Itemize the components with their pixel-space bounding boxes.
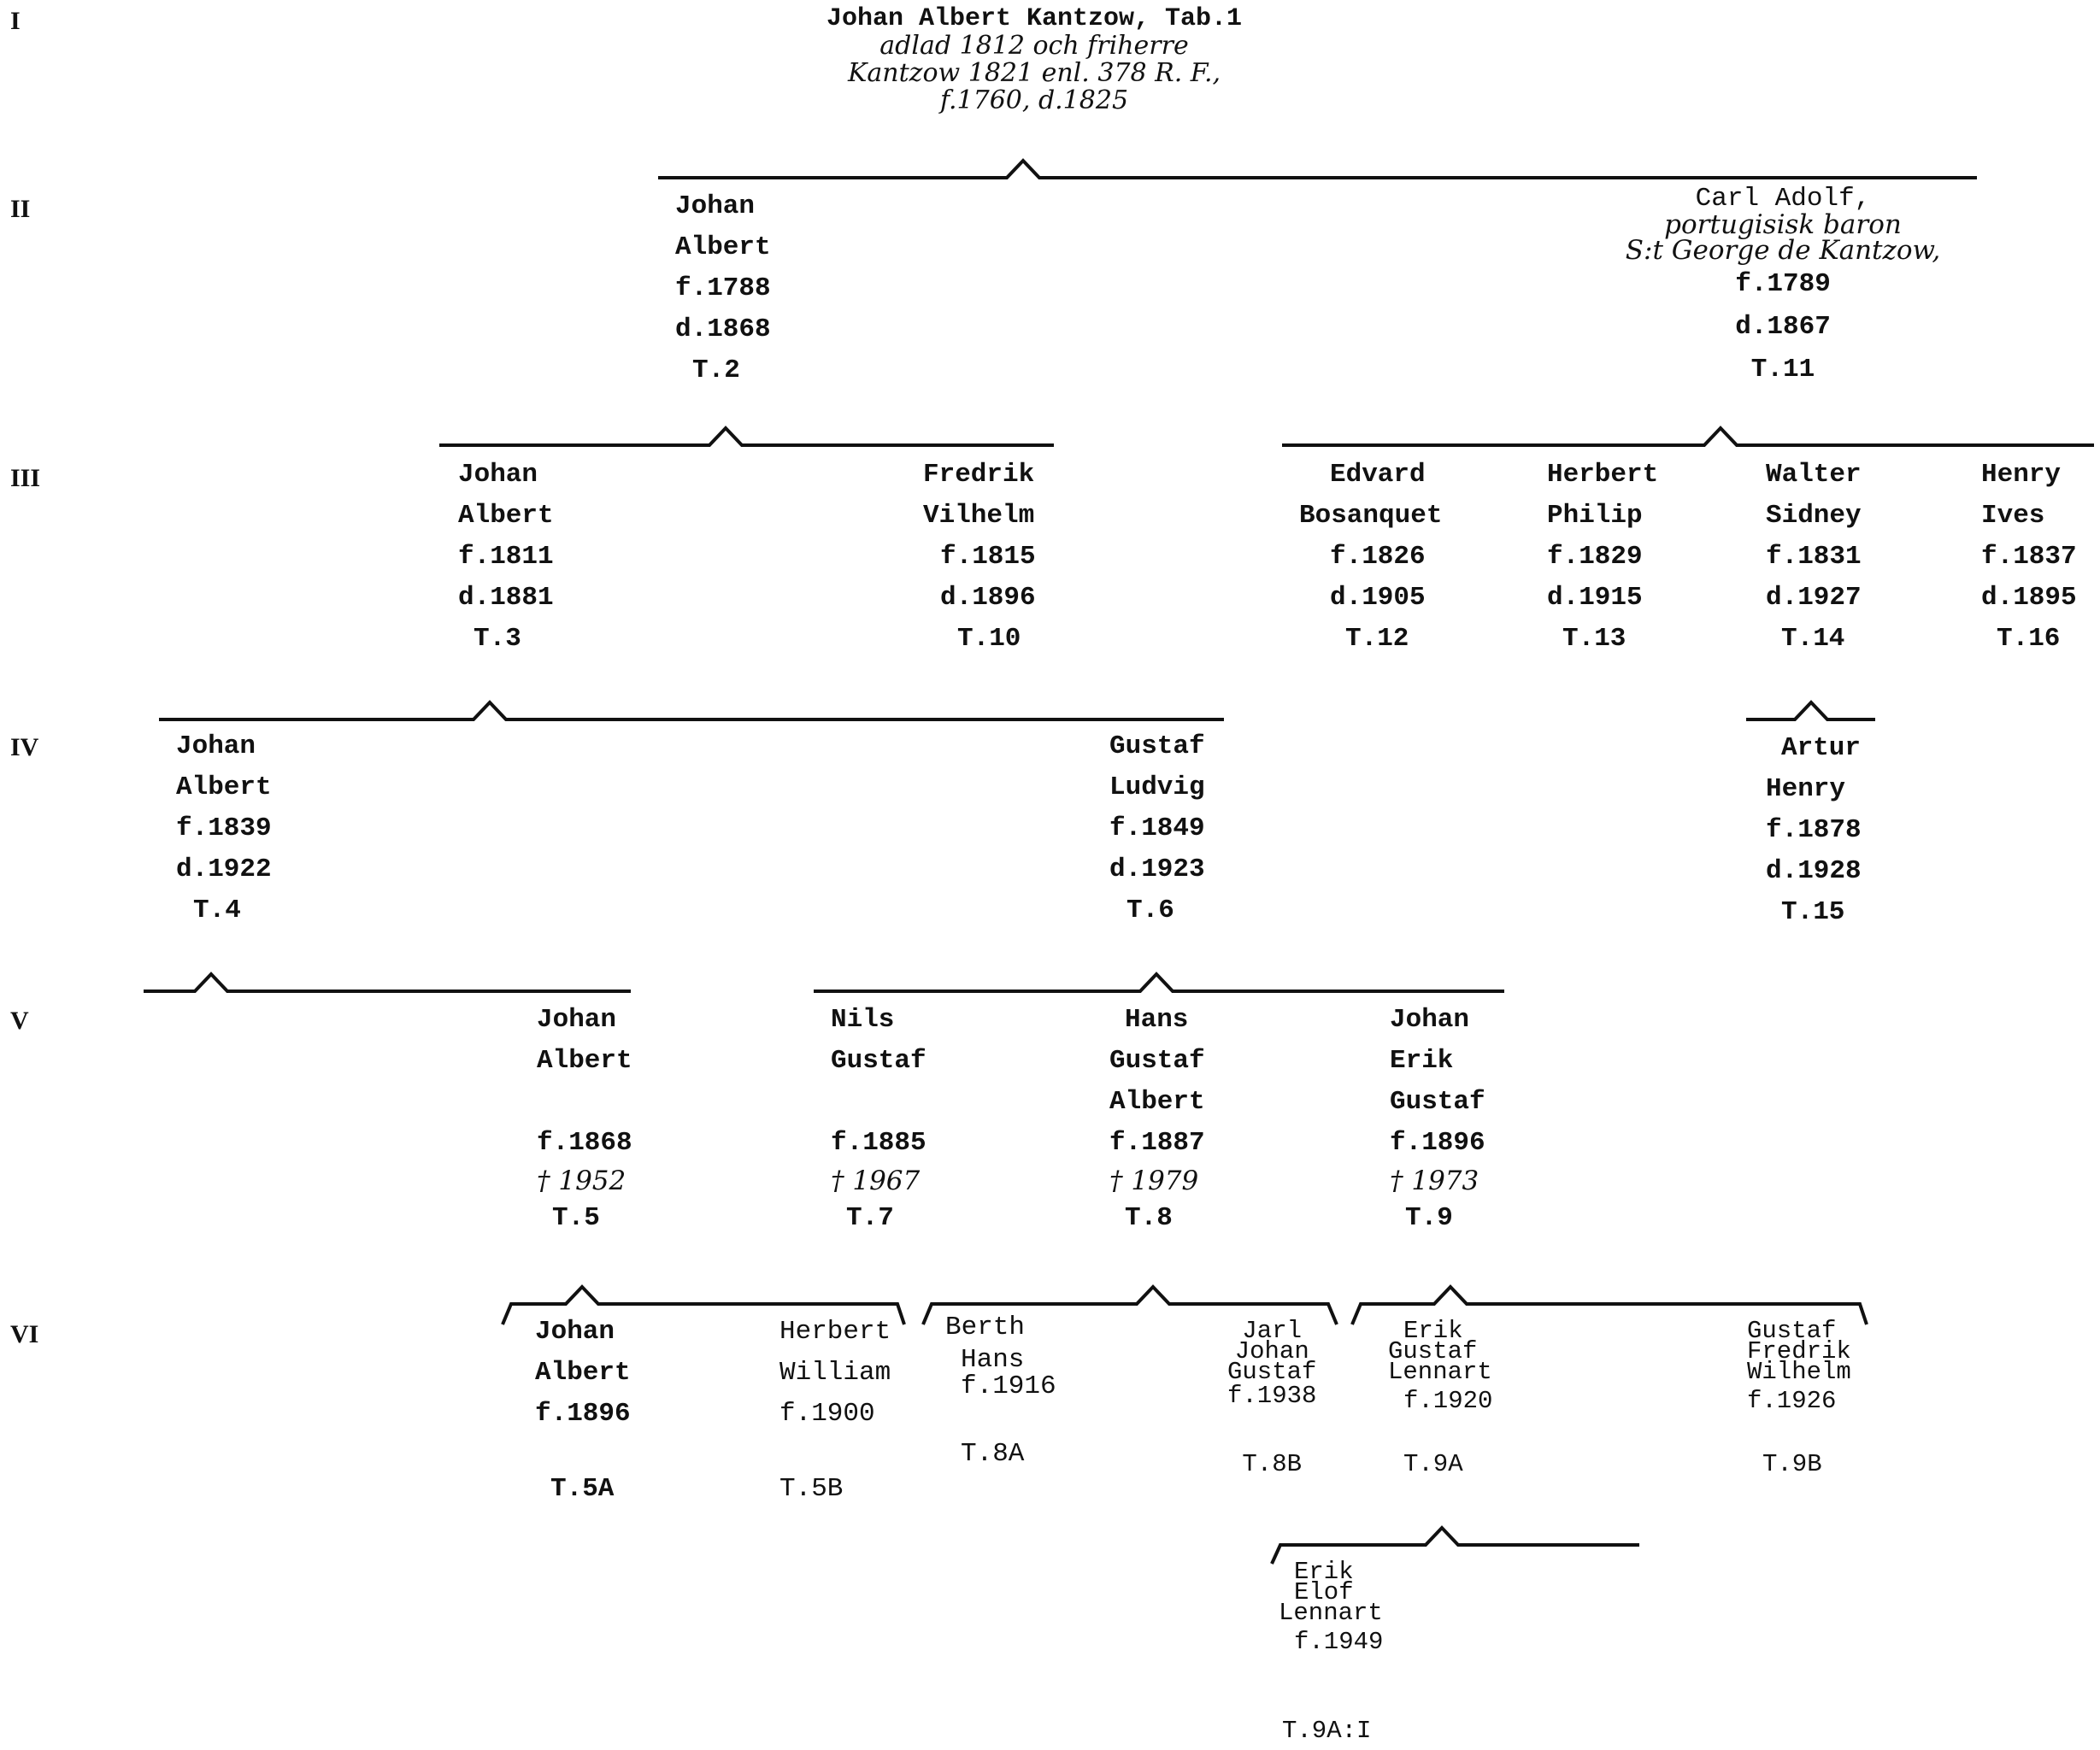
- bracket-gen5-left: [144, 974, 631, 991]
- death-year: d.1923: [1109, 854, 1205, 884]
- birth-year: f.1885: [831, 1128, 926, 1158]
- person-carl-adolf-1789: [1569, 186, 1997, 391]
- root-line-1: Johan Albert Kantzow, Tab.1: [826, 4, 1243, 33]
- person-johan-albert-1788: [675, 186, 771, 391]
- second-name: Albert: [458, 501, 554, 531]
- birth-year: f.1837: [1981, 542, 2077, 572]
- first-name: Johan: [675, 191, 756, 221]
- table-ref: T.5: [552, 1203, 600, 1233]
- second-name: Gustaf: [1109, 1046, 1205, 1076]
- first-name: Berth: [945, 1312, 1026, 1342]
- first-name: Johan: [458, 460, 538, 490]
- first-name: Herbert: [1547, 460, 1659, 490]
- bracket-gen4-right: [1746, 702, 1875, 719]
- second-name: Sidney: [1766, 501, 1862, 531]
- person-gustaf-ludvig-1849: [1109, 726, 1205, 931]
- first-name: Erik: [1294, 1558, 1354, 1586]
- third-name: Lennart: [1279, 1599, 1383, 1627]
- person-johan-albert-1868: [537, 1000, 632, 1239]
- root-line-4: f.1760, d.1825: [939, 85, 1129, 115]
- death-year: d.1928: [1766, 856, 1862, 886]
- second-name: Hans: [961, 1345, 1025, 1375]
- birth-year: f.1896: [1390, 1128, 1485, 1158]
- generation-label-2: II: [10, 195, 31, 223]
- first-name: Artur: [1781, 733, 1862, 763]
- table-ref: T.3: [474, 624, 521, 654]
- birth-year: f.1900: [779, 1399, 875, 1429]
- second-name: Ludvig: [1109, 772, 1205, 802]
- birth-year: f.1926: [1747, 1387, 1837, 1415]
- birth-year: f.1916: [961, 1371, 1056, 1401]
- second-name: Gustaf: [831, 1046, 926, 1076]
- person-berth-hans-1916: [945, 1312, 1056, 1471]
- second-name: Ives: [1981, 501, 2045, 531]
- first-name: Herbert: [779, 1317, 891, 1347]
- birth-year: f.1849: [1109, 813, 1205, 843]
- birth-year: f.1887: [1109, 1128, 1205, 1158]
- second-name: Albert: [176, 772, 272, 802]
- birth-year: f.1826: [1330, 542, 1426, 572]
- table-ref: T.9: [1405, 1203, 1453, 1233]
- first-name: Johan: [1390, 1005, 1470, 1035]
- root-line-2: adlad 1812 och friherre: [879, 31, 1189, 61]
- second-name: Elof: [1294, 1578, 1354, 1606]
- birth-year: f.1811: [458, 542, 554, 572]
- first-name: Gustaf: [1747, 1317, 1837, 1345]
- second-name: Johan: [1234, 1337, 1309, 1365]
- person-gustaf-fredrik-wilhelm-1926: [1747, 1319, 1851, 1477]
- person-jarl-johan-gustaf-1938: [1227, 1319, 1316, 1477]
- second-name: Philip: [1547, 501, 1643, 531]
- generation-label-3: III: [10, 464, 41, 492]
- birth-year: f.1839: [176, 813, 272, 843]
- root-line-3: Kantzow 1821 enl. 378 R. F.,: [847, 58, 1221, 88]
- third-name: [537, 1082, 632, 1123]
- table-ref: T.5B: [779, 1474, 844, 1504]
- generation-label-4: IV: [10, 733, 39, 761]
- table-ref: T.14: [1781, 624, 1845, 654]
- third-name: Lennart: [1388, 1358, 1492, 1386]
- second-name: Vilhelm: [923, 501, 1035, 531]
- death-year: d.1915: [1547, 583, 1643, 613]
- table-ref: T.7: [846, 1203, 894, 1233]
- table-ref: T.13: [1562, 624, 1626, 654]
- second-name: Erik: [1390, 1046, 1454, 1076]
- death-year: d.1905: [1330, 583, 1426, 613]
- table-ref: T.6: [1126, 896, 1174, 925]
- person-johan-albert-1811: [458, 455, 554, 660]
- death-year: d.1868: [675, 314, 771, 344]
- person-herbert-william-1900: [779, 1312, 891, 1510]
- birth-year: f.1789: [1735, 269, 1831, 299]
- person-erik-gustaf-lennart-1920: [1388, 1319, 1492, 1477]
- generation-label-1: I: [10, 7, 21, 35]
- table-ref: T.2: [692, 355, 740, 385]
- table-ref: T.10: [957, 624, 1021, 654]
- death-year: d.1896: [940, 583, 1036, 613]
- generation-label-6: VI: [10, 1320, 39, 1348]
- person-johan-albert-1839: [176, 726, 272, 931]
- second-name: Albert: [537, 1046, 632, 1076]
- bracket-gen3-left: [439, 428, 1054, 445]
- name-line: Carl Adolf,: [1695, 184, 1871, 214]
- birth-year: f.1938: [1227, 1382, 1317, 1410]
- first-name: Edvard: [1330, 460, 1426, 490]
- person-nils-gustaf-1885: [831, 1000, 926, 1239]
- table-ref: T.9A: [1403, 1450, 1463, 1478]
- second-name: Fredrik: [1747, 1337, 1851, 1365]
- table-ref: T.12: [1345, 624, 1409, 654]
- death-year: † 1967: [831, 1166, 921, 1196]
- root-ancestor: [812, 5, 1256, 115]
- birth-year: f.1831: [1766, 542, 1862, 572]
- death-year: d.1927: [1766, 583, 1862, 613]
- person-johan-albert-1896: [535, 1312, 631, 1510]
- third-name: Albert: [1109, 1087, 1205, 1117]
- first-name: Johan: [537, 1005, 617, 1035]
- second-name: Albert: [535, 1358, 631, 1388]
- death-year: d.1895: [1981, 583, 2077, 613]
- birth-year: f.1868: [537, 1128, 632, 1158]
- second-name: Gustaf: [1388, 1337, 1478, 1365]
- death-year: † 1973: [1390, 1166, 1479, 1196]
- third-name: [831, 1082, 926, 1123]
- person-edvard-bosanquet-1826: [1299, 455, 1442, 660]
- birth-year: f.1815: [940, 542, 1036, 572]
- first-name: Johan: [176, 731, 256, 761]
- table-ref: T.4: [193, 896, 241, 925]
- death-year: d.1922: [176, 854, 272, 884]
- first-name: Gustaf: [1109, 731, 1205, 761]
- first-name: Henry: [1981, 460, 2062, 490]
- second-name: Henry: [1766, 774, 1846, 804]
- birth-year: f.1896: [535, 1399, 631, 1429]
- table-ref: T.8A: [961, 1439, 1025, 1469]
- table-ref: T.16: [1997, 624, 2061, 654]
- death-year: d.1867: [1735, 312, 1831, 342]
- birth-year: f.1788: [675, 273, 771, 303]
- title-line: portugisisk baron: [1664, 209, 1902, 240]
- person-hans-gustaf-albert-1887: [1109, 1000, 1205, 1239]
- first-name: Fredrik: [923, 460, 1035, 490]
- first-name: Jarl: [1242, 1317, 1303, 1345]
- table-ref: T.11: [1750, 355, 1815, 385]
- table-ref: T.9A:I: [1282, 1717, 1372, 1745]
- title-line-2: S:t George de Kantzow,: [1625, 235, 1941, 266]
- bracket-gen4-left: [159, 702, 1224, 719]
- first-name: Johan: [535, 1317, 615, 1347]
- second-name: Bosanquet: [1299, 501, 1443, 531]
- death-year: † 1979: [1109, 1166, 1199, 1196]
- table-ref: T.8: [1125, 1203, 1173, 1233]
- person-erik-elof-lennart-1949: [1279, 1560, 1383, 1743]
- first-name: Erik: [1403, 1317, 1463, 1345]
- table-ref: T.9B: [1762, 1450, 1822, 1478]
- person-henry-ives-1837: [1981, 455, 2077, 660]
- second-name: Albert: [675, 232, 771, 262]
- third-name: Wilhelm: [1747, 1358, 1851, 1386]
- first-name: Walter: [1766, 460, 1862, 490]
- person-johan-erik-gustaf-1896: [1390, 1000, 1485, 1239]
- second-name: William: [779, 1358, 891, 1388]
- generation-label-5: V: [10, 1007, 29, 1035]
- birth-year: f.1878: [1766, 815, 1862, 845]
- bracket-gen5-right: [814, 974, 1504, 991]
- bracket-gen3-right: [1282, 428, 2094, 445]
- table-ref: T.15: [1781, 897, 1845, 927]
- birth-year: f.1920: [1403, 1387, 1493, 1415]
- third-name: Gustaf: [1227, 1358, 1317, 1386]
- third-name: Gustaf: [1390, 1087, 1485, 1117]
- table-ref: T.8B: [1242, 1450, 1303, 1478]
- death-year: † 1952: [537, 1166, 626, 1196]
- birth-year: f.1949: [1294, 1628, 1384, 1656]
- first-name: Nils: [831, 1005, 895, 1035]
- person-walter-sidney-1831: [1766, 455, 1862, 660]
- bracket-gen2: [658, 161, 1977, 178]
- person-fredrik-vilhelm-1815: [923, 455, 1036, 660]
- first-name: Hans: [1125, 1005, 1189, 1035]
- death-year: d.1881: [458, 583, 554, 613]
- birth-year: f.1829: [1547, 542, 1643, 572]
- person-herbert-philip-1829: [1547, 455, 1658, 660]
- person-artur-henry-1878: [1766, 728, 1862, 933]
- table-ref: T.5A: [550, 1474, 615, 1504]
